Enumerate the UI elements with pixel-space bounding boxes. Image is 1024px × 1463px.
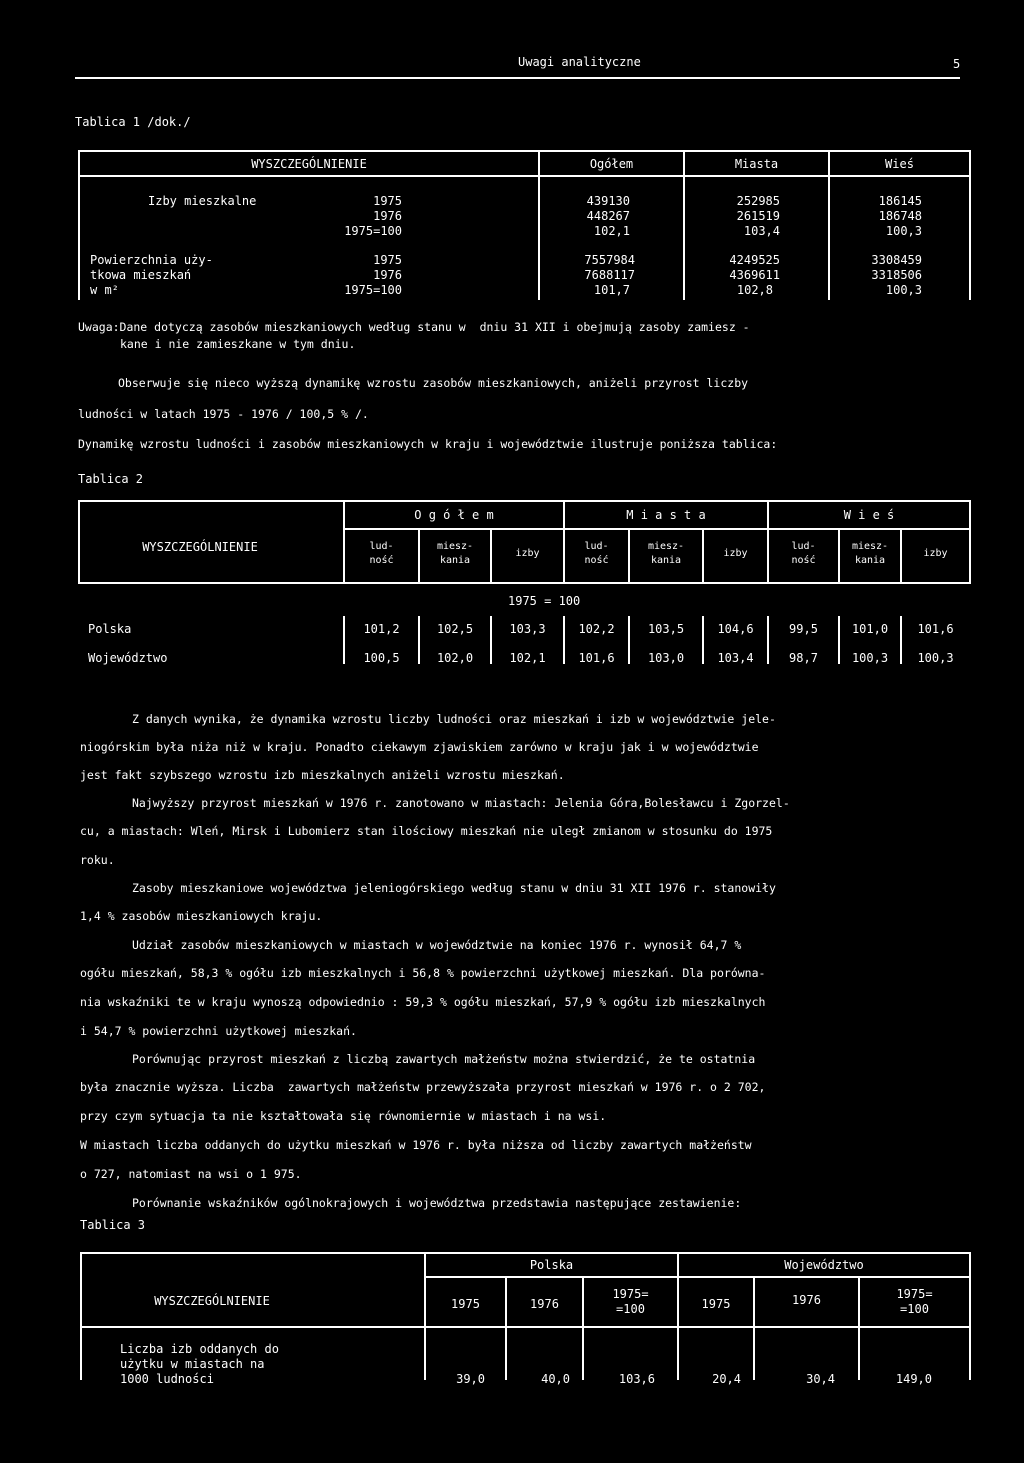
table1-cell: 7557984: [584, 253, 635, 267]
body-line: nia wskaźniki te w kraju wynoszą odpowiednio : 59,3 % ogółu mieszkań, 57,9 % ogółu izb mieszkalnych: [80, 995, 766, 1009]
table3-rule: [426, 1276, 971, 1278]
table2-rule: [78, 500, 971, 502]
table1-year: 1975: [373, 194, 402, 208]
table1-cell: 448267: [586, 209, 630, 223]
table1-cell: 252985: [736, 194, 780, 208]
table2-base: 1975 = 100: [508, 594, 581, 608]
table3-rule: [80, 1252, 971, 1254]
table1-row-label: w m²: [90, 283, 119, 297]
table1-rule: [78, 150, 80, 300]
table2-rule: [969, 500, 971, 584]
paragraph-line: Obserwuje się nieco wyższą dynamikę wzrostu zasobów mieszkaniowych, aniżeli przyrost liczby: [118, 376, 749, 390]
body-line: 1,4 % zasobów mieszkaniowych kraju.: [80, 909, 323, 923]
page-number: 5: [953, 57, 961, 71]
table2-subhead: kania: [854, 555, 886, 566]
table1-year: 1975=100: [344, 283, 402, 297]
table3-subhead: 1975: [701, 1297, 731, 1311]
body-line: Z danych wynika, że dynamika wzrostu liczby ludności oraz mieszkań i izb w województwie jele-: [132, 712, 776, 726]
table2-cell: 103,3: [509, 622, 546, 636]
table2-cell: 99,5: [789, 622, 818, 636]
table3-group-voiv: Województwo: [784, 1258, 864, 1272]
table2-cell: 102,5: [436, 622, 474, 636]
table2-cell: 103,4: [717, 651, 754, 665]
body-line: jest fakt szybszego wzrostu izb mieszkalnych aniżeli wzrostu mieszkań.: [80, 768, 565, 782]
body-line: Porównanie wskaźników ogólnokrajowych i województwa przedstawia następujące zestawienie:: [132, 1196, 742, 1210]
table2-subhead: izby: [515, 548, 540, 559]
table2-cell: 100,3: [917, 651, 954, 665]
body-line: Zasoby mieszkaniowe województwa jeleniogórskiego według stanu w dniu 31 XII 1976 r. stanowiły: [132, 881, 776, 895]
table2-subhead: lud-: [584, 541, 609, 552]
table1-cell: 102,1: [593, 224, 630, 238]
body-line: roku.: [80, 853, 115, 867]
table1-cell: 439130: [586, 194, 630, 208]
paragraph-line: Dynamikę wzrostu ludności i zasobów mieszkaniowych w kraju i województwie ilustruje poniższa tablica:: [78, 437, 778, 451]
table1-year: 1975: [373, 253, 402, 267]
table1-cell: 100,3: [885, 224, 922, 238]
table2-cell: 101,6: [917, 622, 954, 636]
body-line: przy czym sytuacja ta nie kształtowała się równomiernie w miastach i na wsi.: [80, 1109, 607, 1123]
table3-row-label: 1000 ludności: [120, 1372, 214, 1386]
table2-subhead: kania: [439, 555, 471, 566]
body-line: W miastach liczba oddanych do użytku mieszkań w 1976 r. była niższa od liczby zawartych małżeństw: [80, 1138, 752, 1152]
table1-cell: 4369611: [729, 268, 780, 282]
table1-cell: 100,3: [885, 283, 922, 297]
table2-subhead: izby: [723, 548, 748, 559]
header-rule: [75, 77, 960, 79]
body-line: Najwyższy przyrost mieszkań w 1976 r. zanotowano w miastach: Jelenia Góra,Bolesławcu i Zgorzel-: [132, 796, 790, 810]
table3-rule: [753, 1276, 755, 1380]
table1-rule: [78, 175, 971, 177]
table3-subhead: =100: [900, 1302, 929, 1316]
table3-subhead: 1975=: [612, 1287, 649, 1301]
table2-rule: [345, 528, 971, 530]
table1-note: kane i nie zamieszkane w tym dniu.: [120, 337, 356, 351]
table1-cell: 4249525: [729, 253, 780, 267]
table1-cell: 3318506: [871, 268, 922, 282]
paragraph-line: ludności w latach 1975 - 1976 / 100,5 % /.: [78, 407, 369, 421]
table3-row-label: Liczba izb oddanych do: [120, 1342, 279, 1356]
table3-rule: [80, 1326, 971, 1328]
table3-cell: 30,4: [806, 1372, 835, 1386]
table3-rule: [505, 1276, 507, 1380]
table2-row-label: Województwo: [88, 651, 168, 665]
table1-cell: 3308459: [871, 253, 922, 267]
table2-cell: 102,1: [509, 651, 546, 665]
table1-cell: 7688117: [584, 268, 635, 282]
table3-row-label: użytku w miastach na: [120, 1357, 265, 1371]
table1-row-label: tkowa mieszkań: [90, 268, 192, 282]
table3-cell: 20,4: [712, 1372, 741, 1386]
table2-row-label: Polska: [88, 622, 132, 636]
table2-subhead: miesz-: [851, 541, 889, 552]
table2-cell: 102,2: [578, 622, 615, 636]
table2-subhead: lud-: [791, 541, 816, 552]
table1-caption: Tablica 1 /dok./: [75, 115, 191, 129]
body-line: cu, a miastach: Wleń, Mirsk i Lubomierz stan ilościowy mieszkań nie uległ zmianom w stosunku do 1975: [80, 824, 773, 838]
table2-cell: 103,0: [647, 651, 685, 665]
table1-header-cities: Miasta: [734, 157, 779, 171]
page-header-title: Uwagi analityczne: [518, 55, 641, 69]
table1-cell: 103,4: [743, 224, 780, 238]
table2-subhead: izby: [923, 548, 948, 559]
table1-cell: 101,7: [593, 283, 630, 297]
table2-cell: 101,0: [851, 622, 889, 636]
body-line: ogółu mieszkań, 58,3 % ogółu izb mieszkalnych i 56,8 % powierzchni użytkowej mieszkań. Dla porówna-: [80, 966, 766, 980]
table3-subhead: 1976: [792, 1293, 821, 1307]
table2-header-spec: WYSZCZEGÓLNIENIE: [142, 540, 258, 554]
table1-header-spec: WYSZCZEGÓLNIENIE: [251, 157, 367, 171]
table3-subhead: 1975: [451, 1297, 480, 1311]
table3-group-poland: Polska: [529, 1258, 574, 1272]
table2-cell: 101,6: [578, 651, 615, 665]
table1-row-label: Powierzchnia uży-: [90, 253, 213, 267]
table2-caption: Tablica 2: [78, 472, 144, 486]
table1-header-total: Ogółem: [589, 157, 634, 171]
table3-caption: Tablica 3: [80, 1218, 146, 1232]
table1-note: Uwaga:Dane dotyczą zasobów mieszkaniowych według stanu w dniu 31 XII i obejmują zasoby zamiesz -: [78, 320, 750, 334]
table3-cell: 39,0: [456, 1372, 485, 1386]
table1-cell: 186145: [878, 194, 922, 208]
table3-cell: 149,0: [895, 1372, 932, 1386]
table3-rule: [80, 1252, 82, 1380]
table1-year: 1976: [373, 209, 402, 223]
table3-subhead: 1976: [530, 1297, 559, 1311]
body-line: i 54,7 % powierzchni użytkowej mieszkań.: [80, 1024, 357, 1038]
table2-cell: 101,2: [363, 622, 400, 636]
table3-cell: 103,6: [618, 1372, 655, 1386]
table3-rule: [969, 1252, 971, 1380]
body-line: Porównując przyrost mieszkań z liczbą zawartych małżeństw można stwierdzić, że te ostatnia: [132, 1052, 756, 1066]
body-line: Udział zasobów mieszkaniowych w miastach w województwie na koniec 1976 r. wynosił 64,7 %: [132, 938, 742, 952]
table3-cell: 40,0: [541, 1372, 570, 1386]
table1-cell: 186748: [878, 209, 922, 223]
table1-rule: [969, 150, 971, 300]
table3-subhead: 1975=: [896, 1287, 933, 1301]
table2-subhead: ność: [791, 555, 816, 566]
table1-cell: 102,8: [736, 283, 773, 297]
body-line: była znacznie wyższa. Liczba zawartych małżeństw przewyższała przyrost mieszkań w 1976 r. o 2 702,: [80, 1080, 766, 1094]
table2-group-cities: M i a s t a: [626, 508, 706, 522]
table2-group-village: W i e ś: [843, 508, 895, 522]
table1-header-village: Wieś: [885, 157, 914, 171]
table2-cell: 103,5: [647, 622, 685, 636]
table2-subhead: lud-: [369, 541, 394, 552]
table1-rule: [78, 150, 971, 152]
table3-header-spec: WYSZCZEGÓLNIENIE: [154, 1294, 270, 1308]
table2-subhead: miesz-: [647, 541, 685, 552]
table2-cell: 100,3: [851, 651, 889, 665]
table1-year: 1975=100: [344, 224, 402, 238]
body-line: o 727, natomiast na wsi o 1 975.: [80, 1167, 302, 1181]
table2-cell: 102,0: [436, 651, 474, 665]
table2-cell: 100,5: [363, 651, 400, 665]
table2-subhead: kania: [650, 555, 682, 566]
table1-year: 1976: [373, 268, 402, 282]
table2-subhead: ność: [369, 555, 394, 566]
table2-subhead: miesz-: [436, 541, 474, 552]
body-line: niogórskim była niża niż w kraju. Ponadto ciekawym zjawiskiem zarówno w kraju jak i w województwie: [80, 740, 759, 754]
table3-subhead: =100: [616, 1302, 645, 1316]
table1-row-label: Izby mieszkalne: [148, 194, 257, 208]
table1-cell: 261519: [736, 209, 780, 223]
table2-cell: 98,7: [789, 651, 818, 665]
table2-group-total: O g ó ł e m: [414, 508, 494, 522]
table2-subhead: ność: [584, 555, 609, 566]
table2-cell: 104,6: [717, 622, 754, 636]
